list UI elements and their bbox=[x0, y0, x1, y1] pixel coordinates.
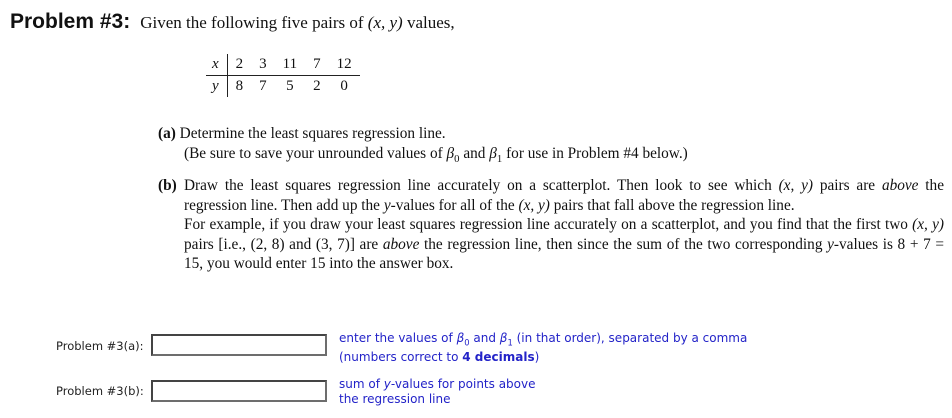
hint-beta0-sub: 0 bbox=[464, 337, 470, 348]
p1-pair: (x, y) bbox=[778, 177, 814, 194]
hint-text: enter the values of bbox=[339, 331, 457, 345]
xy-data-table bbox=[206, 54, 360, 97]
y-value: 5 bbox=[286, 78, 294, 94]
part-a-note: (Be sure to save your unrounded values of bbox=[184, 144, 447, 162]
x-value: 2 bbox=[227, 54, 251, 76]
hint-text: and bbox=[469, 331, 500, 345]
p2-text: -values is 8 + 7 = 15, you would enter 15 into the answer box. bbox=[184, 235, 944, 272]
table-row-y bbox=[206, 76, 360, 98]
x-value: 7 bbox=[305, 54, 329, 76]
hint-text: (in that order), separated by a comma bbox=[512, 331, 748, 345]
answer-a-label: Problem #3(a): bbox=[56, 339, 144, 353]
hint-text: -values for points above bbox=[390, 377, 536, 391]
intro-pair: (x, y) bbox=[367, 13, 403, 32]
p2-text: For example, if you draw your least squares regression line accurately on a scatterplot, and you find that the first two bbox=[184, 216, 913, 233]
p1-text: the regression line. Then add up the bbox=[184, 177, 944, 214]
problem-title-row bbox=[10, 10, 455, 34]
hint-text: ) bbox=[534, 350, 540, 365]
answer-a-hint bbox=[339, 331, 747, 365]
answer-a-input[interactable] bbox=[151, 334, 327, 356]
y-value: 8 bbox=[235, 78, 244, 94]
part-b bbox=[158, 176, 944, 274]
answer-a-hint-line1 bbox=[339, 331, 747, 350]
p2-above: above bbox=[382, 235, 420, 253]
part-a-text: Determine the least squares regression line. bbox=[179, 125, 446, 142]
beta1-subscript: 1 bbox=[496, 152, 503, 165]
x-value: 12 bbox=[329, 54, 360, 76]
p1-text: Draw the least squares regression line accurately on a scatterplot. Then look to see which bbox=[184, 177, 779, 194]
p1-y: y bbox=[383, 196, 391, 214]
hint-y: y bbox=[383, 377, 391, 391]
hint-beta0: β bbox=[456, 331, 465, 345]
hint-beta1: β bbox=[499, 331, 508, 345]
answer-b-hint bbox=[339, 377, 536, 407]
problem-heading: Problem #3: bbox=[10, 10, 131, 33]
hint-beta1-sub: 1 bbox=[507, 337, 513, 348]
part-b-label: (b) bbox=[158, 177, 177, 194]
part-b-paragraph-2 bbox=[184, 215, 944, 274]
part-a-label: (a) bbox=[158, 125, 176, 142]
part-a-note-end: for use in Problem #4 below.) bbox=[502, 144, 688, 162]
part-b-paragraph-1 bbox=[184, 176, 944, 215]
hint-text: (numbers correct to bbox=[339, 350, 463, 365]
x-value: 11 bbox=[275, 54, 305, 76]
part-a bbox=[158, 124, 944, 169]
x-header: x bbox=[206, 54, 227, 76]
intro-text: Given the following five pairs of bbox=[140, 13, 368, 32]
table-row-x bbox=[206, 54, 360, 76]
beta0-symbol: β bbox=[446, 144, 455, 162]
answer-b-hint-line1 bbox=[339, 377, 536, 392]
part-b-body bbox=[158, 176, 944, 274]
problem-intro bbox=[140, 13, 454, 32]
beta0-subscript: 0 bbox=[454, 152, 460, 165]
hint-bold: 4 decimals bbox=[462, 350, 535, 365]
x-value: 3 bbox=[251, 54, 275, 76]
intro-text-end: values, bbox=[402, 13, 455, 32]
p1-text: pairs are bbox=[813, 177, 882, 194]
p2-y: y bbox=[827, 235, 834, 253]
answer-a-hint-line2 bbox=[339, 350, 747, 365]
y-value: 7 bbox=[259, 78, 267, 94]
p2-text: the regression line, then since the sum of the two corresponding bbox=[419, 235, 828, 253]
answer-b-hint-line2: the regression line bbox=[339, 392, 451, 406]
part-a-line1 bbox=[158, 124, 944, 144]
y-value: 2 bbox=[313, 78, 321, 94]
p1-text: pairs that fall above the regression line. bbox=[549, 196, 795, 214]
p2-text: pairs [i.e., (2, 8) and (3, 7)] are bbox=[184, 235, 383, 253]
p2-pair: (x, y) bbox=[912, 216, 944, 233]
part-a-line2 bbox=[158, 144, 944, 170]
part-b-content bbox=[184, 176, 944, 274]
answer-b-label: Problem #3(b): bbox=[56, 384, 144, 398]
p1-text: -values for all of the bbox=[390, 196, 519, 214]
beta1-symbol: β bbox=[489, 144, 497, 162]
answer-b-input[interactable] bbox=[151, 380, 327, 402]
hint-text: sum of bbox=[339, 377, 384, 391]
part-a-and: and bbox=[459, 144, 490, 162]
y-value: 0 bbox=[340, 78, 348, 94]
p1-above: above bbox=[881, 177, 919, 194]
p1-pair: (x, y) bbox=[518, 196, 550, 214]
y-header: y bbox=[206, 76, 227, 98]
